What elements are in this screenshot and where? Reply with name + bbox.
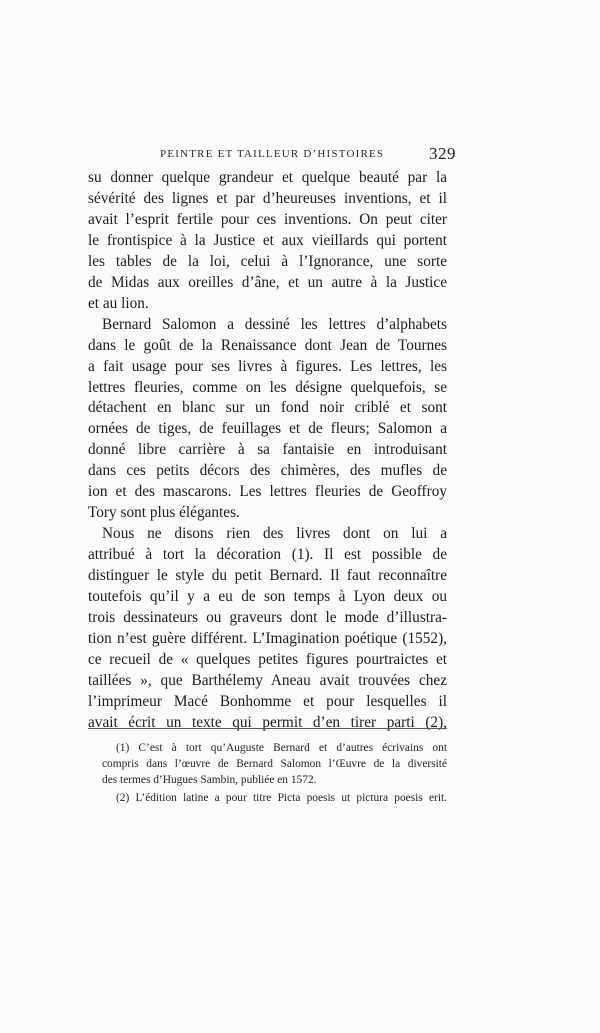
paragraph-2	[88, 315, 447, 525]
text-line: Nous ne disons rien des livres dont on lui a	[102, 525, 447, 543]
text-line: dans ces petits décors des chimères, des mufles de	[88, 462, 447, 480]
text-line: et au lion.	[88, 294, 149, 312]
text-line: ion et des mascarons. Les lettres fleuries de Geoffroy	[88, 483, 447, 501]
footnote-line: (2) L’édition latine a pour titre Picta poesis ut pictura poesis erit.	[116, 791, 447, 804]
text-line: l’imprimeur Macé Bonhomme et pour lesquelles il	[88, 692, 447, 710]
footnote-line: (1) C’est à tort qu’Auguste Bernard et d’autres écrivains ont	[116, 742, 447, 754]
footnote-line: des termes d’Hugues Sambin, publiée en 1572.	[102, 774, 317, 787]
text-line: Bernard Salomon a dessiné les lettres d’alphabets	[102, 315, 447, 333]
text-line: taillées », que Barthélemy Aneau avait trouvées chez	[88, 671, 447, 689]
footnotes	[88, 740, 447, 806]
text-line: su donner quelque grandeur et quelque beauté par la	[88, 169, 447, 186]
text-line: toutefois qu’il y a eu de son temps à Lyon deux ou	[88, 588, 447, 606]
text-line: de Midas aux oreilles d’âne, et un autre à la Justice	[88, 273, 447, 291]
text-line: distinguer le style du petit Bernard. Il faut reconnaître	[88, 567, 447, 585]
text-line: lettres fleuries, comme on les désigne quelquefois, se	[88, 378, 447, 396]
paragraph-3	[88, 524, 447, 734]
text-line: détachent en blanc sur un fond noir criblé et sont	[88, 399, 447, 417]
footnote-2	[88, 790, 447, 806]
text-line: avait l’esprit fertile pour ces inventions. On peut citer	[88, 210, 447, 228]
text-line: dans le goût de la Renaissance dont Jean de Tournes	[88, 336, 447, 354]
text-line: trois dessinateurs ou graveurs dont le mode d’illustra-	[88, 609, 447, 627]
text-line: sévérité des lignes et par d’heureuses inventions, et il	[88, 189, 447, 207]
text-line: attribué à tort la décoration (1). Il est possible de	[88, 546, 447, 564]
text-line: tion n’est guère différent. L’Imagination poétique (1552),	[88, 629, 447, 647]
footnote-divider	[88, 728, 447, 729]
text-line: ornées de tiges, de feuillages et de fleurs; Salomon a	[88, 420, 447, 438]
text-line: ce recueil de « quelques petites figures pourtraictes et	[88, 650, 447, 668]
page-header	[88, 146, 456, 166]
text-line: a fait usage pour ses livres à figures. Les lettres, les	[88, 357, 447, 375]
page-number: 329	[429, 144, 456, 163]
text-line: donné libre carrière à sa fantaisie en introduisant	[88, 441, 447, 459]
text-line: le frontispice à la Justice et aux vieillards qui portent	[88, 231, 447, 249]
body-text	[88, 168, 447, 734]
footnote-1	[88, 740, 447, 789]
paragraph-1	[88, 168, 447, 315]
text-line: les tables de la loi, celui à l’Ignorance, une sorte	[88, 252, 447, 270]
footnote-line: compris dans l’œuvre de Bernard Salomon l’Œuvre de la diversité	[102, 758, 447, 771]
text-line: Tory sont plus élégantes.	[88, 504, 240, 522]
running-title: PEINTRE ET TAILLEUR D’HISTOIRES	[160, 148, 385, 160]
text-line: avait écrit un texte qui permit d’en tirer parti (2),	[88, 713, 447, 731]
